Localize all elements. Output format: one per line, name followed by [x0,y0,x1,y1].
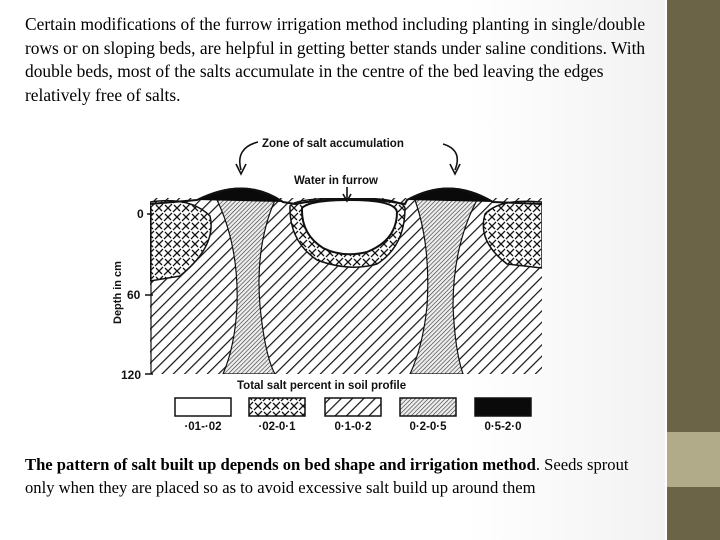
footer-bold-end: . [535,455,540,474]
sidebar-block-bottom [665,487,720,540]
legend-swatch-2 [249,398,305,416]
soil-profile [150,198,542,374]
water-label: Water in furrow [294,175,378,187]
legend-label-2: ·02-0·1 [258,421,296,433]
axis-label: Depth in cm [112,261,124,324]
sidebar-block-accent [665,432,720,487]
sidebar-edge [665,0,667,540]
zone-arrow-left [240,142,258,170]
legend-swatch-3 [325,398,381,416]
legend-label-3: 0·1-0·2 [334,421,372,433]
sidebar-block-top [665,0,720,432]
footer-rest-text: Seeds sprout only when they are placed so as to avoid excessive salt build up around them [25,455,629,497]
legend-swatch-4 [400,398,456,416]
tick-120: 120 [121,368,142,382]
zone-arrow-right [443,144,457,170]
sidebar-decoration [665,0,720,540]
legend-swatch-1 [175,398,231,416]
salt-profile-figure [105,136,545,434]
legend-label-4: 0·2-0·5 [409,421,447,433]
tick-0: 0 [137,207,144,221]
legend-swatch-5 [475,398,531,416]
legend-label-1: ·01-·02 [184,421,222,433]
salt-profile-diagram [105,136,545,434]
intro-paragraph: Certain modifications of the furrow irrigation method including planting in single/double rows or on sloping beds, are helpful in getting better stands under saline conditions. With double beds, most of the salts accumulate in the centre of the bed leaving the edges relatively free of salts. [25,14,646,105]
legend-label-5: 0·5-2·0 [484,421,522,433]
legend-title: Total salt percent in soil profile [237,380,407,392]
tick-60: 60 [127,288,141,302]
zone-label: Zone of salt accumulation [262,138,404,150]
footer-paragraph [25,453,655,499]
footer-bold-text: The pattern of salt built up depends on bed shape and irrigation method [25,455,536,474]
